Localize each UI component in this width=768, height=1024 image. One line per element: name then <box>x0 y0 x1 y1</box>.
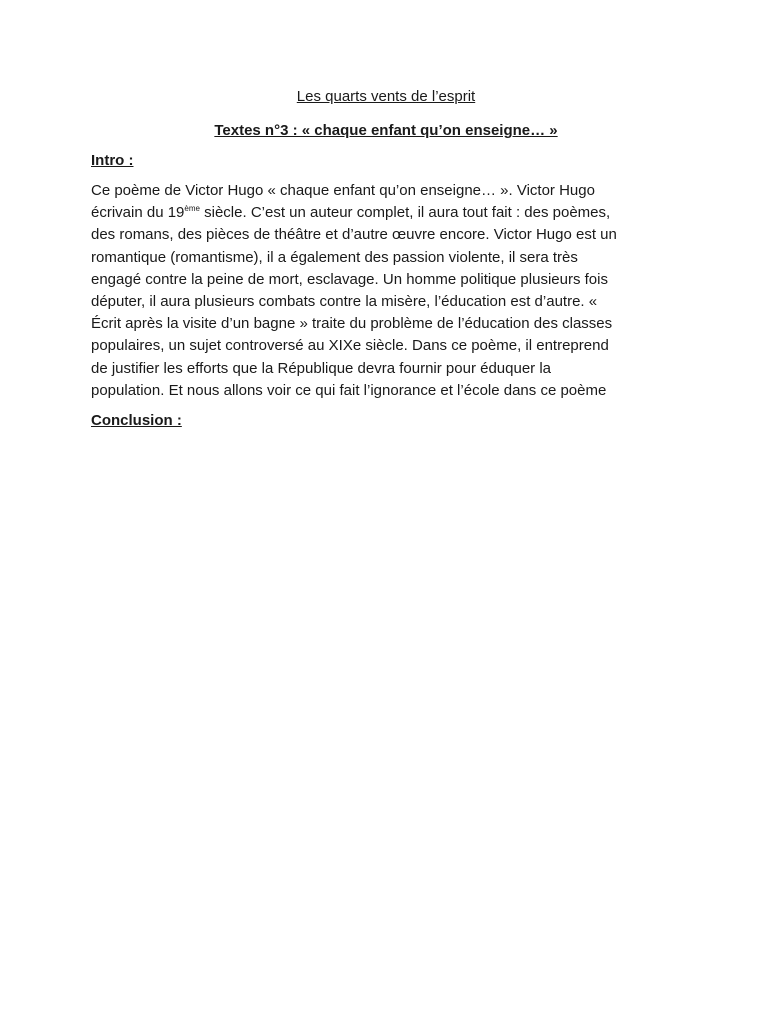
intro-line: romantique (romantisme), il a également des passion violente, il sera très <box>91 248 578 266</box>
document-content <box>91 86 681 440</box>
intro-line: Ce poème de Victor Hugo « chaque enfant qu’on enseigne… ». Victor Hugo <box>91 182 595 199</box>
intro-line: populaires, un sujet controversé au XIXe siècle. Dans ce poème, il entreprend <box>91 337 609 355</box>
intro-line: de justifier les efforts que la République devra fournir pour éduquer la <box>91 359 552 377</box>
intro-heading: Intro : <box>91 152 134 169</box>
intro-line <box>91 202 681 224</box>
document-subtitle: Textes n°3 : « chaque enfant qu’on enseigne… » <box>214 122 558 139</box>
intro-line: population. Et nous allons voir ce qui fait l’ignorance et l’école dans ce poème <box>91 381 607 399</box>
intro-line: députer, il aura plusieurs combats contre la misère, l’éducation est d’autre. « <box>91 293 598 311</box>
intro-line: engagé contre la peine de mort, esclavage. Un homme politique plusieurs fois <box>91 270 608 288</box>
document-title: Les quarts vents de l’esprit <box>296 88 476 105</box>
intro-line-text: écrivain du 19 <box>91 204 185 222</box>
century-superscript: ème <box>184 204 200 214</box>
conclusion-heading: Conclusion : <box>91 412 182 430</box>
intro-line-text: siècle. C’est un auteur complet, il aura tout fait : des poèmes, <box>199 204 611 222</box>
intro-line: Écrit après la visite d’un bagne » traite du problème de l’éducation des classes <box>91 315 613 333</box>
intro-line: des romans, des pièces de théâtre et d’autre œuvre encore. Victor Hugo est un <box>91 226 617 244</box>
intro-paragraph <box>91 180 681 402</box>
